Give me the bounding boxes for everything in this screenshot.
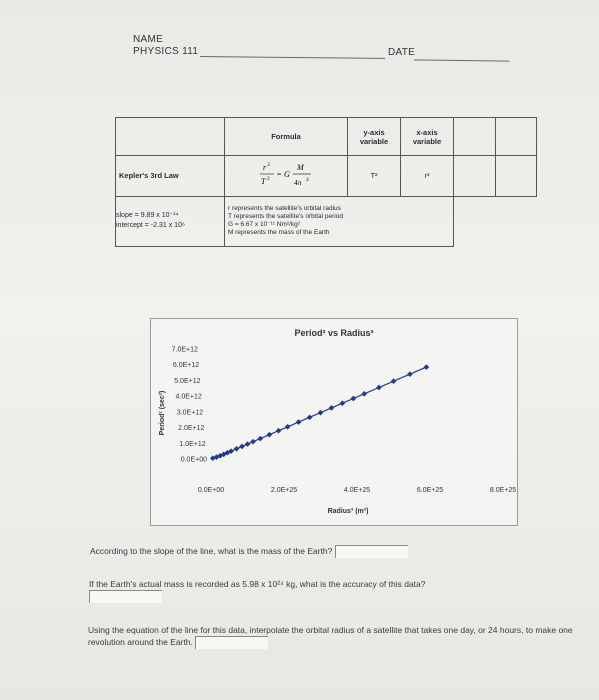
svg-text:2: 2 <box>267 175 270 182</box>
course-label: PHYSICS 111 <box>133 46 199 57</box>
intercept-text: intercept = -2.31 x 10⁶ <box>116 222 185 230</box>
kepler-formula <box>225 156 348 196</box>
xaxis-header: x-axis variable <box>401 118 454 156</box>
blank-cell <box>454 118 496 156</box>
y-tick-label: 1.0E+12 <box>179 440 206 448</box>
x-tick-label: 8.0E+25 <box>489 487 517 494</box>
blank-cell <box>454 156 496 196</box>
name-label: NAME <box>133 34 164 45</box>
slope-text: slope = 9.89 x 10⁻¹⁴ <box>116 212 179 220</box>
data-point <box>245 441 251 447</box>
svg-text:4π: 4π <box>294 177 302 187</box>
data-point <box>361 391 367 397</box>
svg-text:3: 3 <box>267 161 270 168</box>
chart-xlabel: Radius³ (m³) <box>327 508 369 515</box>
y-tick-label: 7.0E+12 <box>171 346 198 354</box>
blank-cell <box>495 156 537 196</box>
kepler-formula-graphic <box>251 158 321 194</box>
y-tick-label: 3.0E+12 <box>176 409 204 417</box>
data-point <box>267 432 273 438</box>
data-point <box>250 439 256 445</box>
x-tick-label: 6.0E+25 <box>416 487 444 494</box>
data-point <box>391 378 397 384</box>
chart-ylabel: Period² (sec²) <box>159 390 166 436</box>
question-1-text: According to the slope of the line, what is the mass of the Earth? <box>90 546 333 556</box>
svg-text:2: 2 <box>306 176 309 183</box>
chart-container <box>150 318 518 526</box>
question-2 <box>89 578 489 603</box>
data-point <box>340 400 346 406</box>
slope-intercept-cell <box>116 196 225 246</box>
data-point <box>307 415 313 421</box>
svg-text:G: G <box>284 169 290 179</box>
def-g: G = 6.67 x 10⁻¹¹ Nm²/kg² <box>228 221 300 229</box>
answer-box-1[interactable] <box>335 545 408 558</box>
def-m: M represents the mass of the Earth <box>228 229 330 237</box>
data-point <box>285 424 291 430</box>
data-point <box>234 446 240 452</box>
data-point <box>296 419 302 425</box>
data-point <box>239 444 245 450</box>
definitions-cell <box>225 196 454 246</box>
x-tick-label: 0.0E+00 <box>197 487 225 494</box>
data-point <box>424 364 430 370</box>
data-point <box>276 428 282 434</box>
data-point <box>329 405 335 411</box>
blank-cell <box>495 196 537 246</box>
data-point <box>257 436 263 442</box>
question-2-text: If the Earth's actual mass is recorded as 5.98 x 10²⁴ kg, what is the accuracy of this data? <box>89 579 426 589</box>
chart-title: Period² vs Radius³ <box>294 328 374 338</box>
def-t: T represents the satellite's orbital period <box>228 213 343 221</box>
formula-header: Formula <box>225 118 348 156</box>
data-point <box>318 410 324 416</box>
svg-text:M: M <box>297 162 304 172</box>
data-point <box>351 396 357 402</box>
y-tick-label: 5.0E+12 <box>174 377 201 385</box>
kepler-row-label: Kepler's 3rd Law <box>116 156 225 196</box>
data-point <box>376 385 382 391</box>
question-3 <box>88 624 578 649</box>
svg-text:r: r <box>263 162 267 172</box>
period-radius-chart <box>151 319 517 525</box>
date-label: DATE <box>388 47 416 58</box>
name-line <box>200 56 385 59</box>
svg-text:T: T <box>261 176 266 186</box>
x-tick-label: 2.0E+25 <box>270 487 298 494</box>
y-tick-label: 4.0E+12 <box>175 393 202 401</box>
answer-box-2[interactable] <box>89 590 162 603</box>
question-3-text: Using the equation of the line for this data, interpolate the orbital radius of a satellite that takes one day, or 24 hours, to make one revolution around the Earth. <box>88 625 573 647</box>
kepler-table <box>115 117 537 247</box>
svg-text:=: = <box>277 169 282 179</box>
blank-cell <box>116 118 225 156</box>
data-point <box>407 371 413 377</box>
y-tick-label: 6.0E+12 <box>172 362 200 370</box>
date-line <box>414 59 510 61</box>
yaxis-variable: T² <box>348 156 401 196</box>
y-tick-label: 2.0E+12 <box>178 425 205 433</box>
x-tick-label: 4.0E+25 <box>343 487 371 494</box>
def-r: r represents the satellite's orbital radius <box>228 205 341 213</box>
blank-cell <box>454 196 496 246</box>
question-1 <box>90 545 408 558</box>
answer-box-3[interactable] <box>195 636 268 649</box>
y-tick-label: 0.0E+00 <box>180 456 207 464</box>
yaxis-header: y-axis variable <box>348 118 401 156</box>
blank-cell <box>495 118 537 156</box>
xaxis-variable: r³ <box>401 156 454 196</box>
